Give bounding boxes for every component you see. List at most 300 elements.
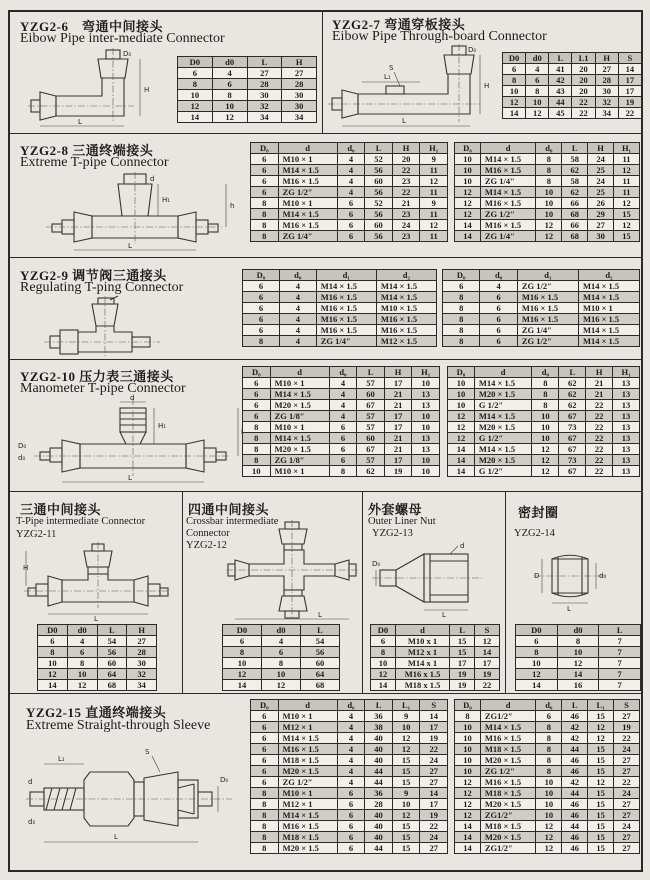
table-row (243, 336, 437, 347)
table-cell: 4 (337, 154, 365, 165)
table-cell: 11 (420, 187, 448, 198)
table-cell: 52 (365, 198, 393, 209)
column-header: d (480, 700, 536, 711)
table-cell: 12 (557, 658, 599, 669)
column-header: H (384, 367, 412, 378)
table-cell: 15 (588, 843, 614, 854)
table-cell: M14 × 1.5 (376, 281, 436, 292)
table-cell: 13 (412, 433, 440, 444)
yzg2-6-title-cn: YZG2-6 弯通中间接头 (20, 19, 164, 34)
table-cell: 15 (392, 821, 420, 832)
table-cell: 20 (572, 75, 595, 86)
table-cell: 8 (371, 647, 396, 658)
table-cell: 21 (384, 389, 412, 400)
column-header: L (562, 143, 588, 154)
table-cell: 12 (392, 744, 420, 755)
table-cell: M18 x 1.5 (395, 680, 449, 691)
table-row (371, 636, 500, 647)
table-row (448, 400, 640, 411)
yzg2-13-title-cn: 外套螺母 (368, 502, 423, 517)
table-cell: 17 (618, 86, 641, 97)
table-cell: 10 (455, 165, 481, 176)
table-cell: 15 (392, 777, 420, 788)
table-cell: 15 (450, 647, 475, 658)
table-cell: 22 (392, 187, 420, 198)
yzg2-12-table (222, 624, 340, 691)
column-header: L (562, 700, 588, 711)
table-cell: 60 (357, 389, 385, 400)
table-row (243, 400, 440, 411)
table-cell: 12 (588, 733, 614, 744)
yzg2-15-title-cn: YZG2-15 直通终端接头 (26, 705, 167, 720)
table-cell: 4 (279, 281, 316, 292)
table-cell: 8 (243, 444, 271, 455)
table-cell: 15 (588, 799, 614, 810)
table-cell: 6 (329, 433, 357, 444)
table-cell: 19 (420, 733, 448, 744)
table-cell: M14 × 1.5 (316, 281, 376, 292)
table-cell: 8 (67, 658, 97, 669)
table-cell: M18 × 1.5 (278, 832, 337, 843)
table-cell: 22 (614, 777, 640, 788)
table-cell: M14 × 1.5 (578, 281, 639, 292)
table-cell: 10 (536, 187, 562, 198)
table-cell: M16 × 1.5 (480, 777, 536, 788)
table-cell: 4 (279, 292, 316, 303)
table-cell: 19 (614, 722, 640, 733)
table-cell: 12 (588, 777, 614, 788)
table-cell: 11 (614, 176, 640, 187)
table-cell: 46 (562, 843, 588, 854)
table-row (251, 799, 448, 810)
table-cell: 6 (243, 389, 271, 400)
dim-label-s: S (389, 64, 394, 72)
table-cell: 4 (329, 389, 357, 400)
table-row (455, 722, 640, 733)
header-row (448, 367, 640, 378)
column-header: L (599, 625, 641, 636)
column-header: L1 (572, 53, 595, 64)
section-yzg2-9 (10, 258, 641, 360)
column-header: L (549, 53, 572, 64)
table-cell: 8 (212, 90, 247, 101)
table-cell: M10 × 1 (278, 711, 337, 722)
table-cell: 10 (536, 810, 562, 821)
table-cell: 4 (337, 777, 365, 788)
table-cell: 56 (365, 165, 393, 176)
dim-label-l: L (128, 474, 132, 482)
table-cell: 6 (251, 777, 279, 788)
column-header: L (365, 143, 393, 154)
column-header: d0 (212, 57, 247, 68)
table-row (455, 220, 640, 231)
table-cell: M10 × 1 (278, 788, 337, 799)
table-cell: 12 (392, 733, 420, 744)
table-row (38, 669, 157, 680)
table-cell: M14 × 1.5 (578, 292, 639, 303)
table-cell: M14 × 1.5 (278, 165, 337, 176)
table-cell: 42 (562, 722, 588, 733)
table-cell: 40 (365, 744, 393, 755)
table-cell: 14 (455, 821, 481, 832)
section-divider (505, 492, 506, 693)
table-cell: 13 (412, 444, 440, 455)
table-cell: 8 (526, 86, 549, 97)
table-cell: 6 (337, 810, 365, 821)
table-cell: 36 (365, 711, 393, 722)
table-cell: 64 (97, 669, 127, 680)
table-cell: 6 (337, 209, 365, 220)
column-header: d₀ (329, 367, 357, 378)
table-cell: 6 (251, 154, 279, 165)
column-header: L₁ (392, 700, 420, 711)
column-header: d (278, 700, 337, 711)
table-cell: 12 (475, 636, 500, 647)
table-cell: 10 (557, 647, 599, 658)
table-cell: 67 (357, 444, 385, 455)
table-cell: 10 (412, 455, 440, 466)
yzg2-9-title-cn: YZG2-9 调节阀三通接头 (20, 268, 167, 283)
table-cell: 22 (586, 400, 613, 411)
table-cell: 21 (392, 198, 420, 209)
table-row (243, 433, 440, 444)
dim-label-d0-small: d₀ (18, 454, 26, 462)
table-row (243, 444, 440, 455)
table-cell: 4 (337, 187, 365, 198)
table-row (455, 154, 640, 165)
table-cell: 8 (223, 647, 262, 658)
column-header: L (559, 367, 586, 378)
yzg2-13-table (370, 624, 500, 691)
table-cell: 32 (127, 669, 157, 680)
table-cell: 4 (262, 636, 301, 647)
table-cell: 24 (614, 744, 640, 755)
yzg2-7-table-grid (502, 52, 642, 119)
table-cell: 57 (357, 411, 385, 422)
yzg2-14-code: YZG2-14 (514, 528, 555, 539)
table-cell: 28 (282, 79, 317, 90)
table-cell: 6 (536, 711, 562, 722)
table-cell: 8 (532, 389, 559, 400)
table-cell: 22 (475, 680, 500, 691)
dim-label-l1: L₁ (58, 755, 65, 763)
table-cell: 27 (420, 766, 448, 777)
table-row (243, 455, 440, 466)
table-cell: 27 (595, 64, 618, 75)
table-cell: 21 (384, 433, 412, 444)
table-cell: 14 (448, 466, 475, 477)
table-cell: 6 (251, 711, 279, 722)
column-header: H (392, 143, 420, 154)
column-header: d (395, 625, 449, 636)
table-cell: 62 (357, 466, 385, 477)
table-cell: 11 (420, 165, 448, 176)
table-row (371, 669, 500, 680)
table-cell: 54 (97, 636, 127, 647)
table-cell: 6 (337, 231, 365, 242)
column-header: H₁ (613, 367, 640, 378)
table-cell: 6 (480, 292, 517, 303)
table-cell: 11 (614, 187, 640, 198)
table-cell: 6 (480, 314, 517, 325)
table-cell: 62 (559, 378, 586, 389)
column-header: d₀ (337, 700, 365, 711)
table-cell: 20 (572, 64, 595, 75)
table-row (503, 64, 642, 75)
table-cell: 44 (562, 821, 588, 832)
column-header: D₀ (251, 143, 279, 154)
yzg2-12-title-cn: 四通中间接头 (188, 502, 270, 517)
section-yzg2-15 (10, 694, 641, 870)
column-header: D₀ (243, 367, 271, 378)
table-cell: 6 (443, 281, 480, 292)
table-row (455, 198, 640, 209)
table-cell: M20 × 1.5 (270, 400, 329, 411)
table-cell: 12 (448, 422, 475, 433)
yzg2-13-diagram (372, 540, 490, 618)
yzg2-11-code: YZG2-11 (16, 529, 57, 540)
table-cell: M14 × 1.5 (480, 187, 536, 198)
column-header: D₀ (443, 270, 480, 281)
table-row (223, 669, 340, 680)
table-cell: 6 (243, 292, 280, 303)
table-cell: 14 (448, 455, 475, 466)
column-header: D0 (371, 625, 396, 636)
column-header: d₀ (279, 270, 316, 281)
table-cell: M16 × 1.5 (316, 325, 376, 336)
column-header: L (357, 367, 385, 378)
yzg2-11-title-en: T-Pipe intermediate Connector (16, 516, 146, 527)
table-cell: 56 (365, 209, 393, 220)
table-cell: M14 × 1.5 (578, 325, 639, 336)
table-cell: 12 (371, 669, 396, 680)
column-header: L (97, 625, 127, 636)
table-cell: 14 (503, 108, 526, 119)
table-cell: 21 (586, 389, 613, 400)
table-cell: 6 (243, 303, 280, 314)
table-cell: 10 (448, 400, 475, 411)
column-header: d0 (67, 625, 97, 636)
table-cell: 21 (384, 444, 412, 455)
header-row (243, 367, 440, 378)
dim-label-l: L (128, 242, 132, 250)
table-row (448, 389, 640, 400)
dim-label-l: L (114, 833, 118, 841)
table-cell: 6 (262, 647, 301, 658)
table-row (371, 680, 500, 691)
table-cell: 4 (329, 411, 357, 422)
table-cell: M10 × 1 (578, 303, 639, 314)
table-cell: 14 (455, 843, 481, 854)
table-cell: 13 (613, 411, 640, 422)
table-cell: 34 (282, 112, 317, 123)
table-cell: M16 × 1.5 (517, 292, 578, 303)
table-cell: 12 (212, 112, 247, 123)
table-cell: 6 (526, 75, 549, 86)
dim-label-h: H (23, 564, 29, 572)
table-row (223, 680, 340, 691)
table-cell: 8 (251, 799, 279, 810)
table-cell: M10 x 1 (395, 636, 449, 647)
table-cell: 8 (443, 325, 480, 336)
yzg2-14-table-grid (515, 624, 641, 691)
table-row (251, 733, 448, 744)
table-row (455, 810, 640, 821)
table-row (243, 411, 440, 422)
table-row (251, 220, 448, 231)
table-cell: 4 (337, 744, 365, 755)
column-header: d (270, 367, 329, 378)
table-cell: 22 (572, 108, 595, 119)
table-row (448, 411, 640, 422)
table-cell: 8 (329, 466, 357, 477)
table-cell: 15 (614, 209, 640, 220)
table-cell: 40 (365, 810, 393, 821)
table-cell: 10 (455, 744, 481, 755)
column-header: d (474, 367, 532, 378)
table-cell: 10 (223, 658, 262, 669)
table-cell: 6 (223, 636, 262, 647)
table-cell: 25 (588, 165, 614, 176)
table-cell: 14 (557, 669, 599, 680)
table-cell: 11 (614, 154, 640, 165)
table-cell: 17 (384, 411, 412, 422)
table-row (371, 658, 500, 669)
table-cell: 20 (392, 154, 420, 165)
table-row (251, 821, 448, 832)
table-cell: 16 (557, 680, 599, 691)
dim-label-d0-cap: D₀ (220, 776, 229, 784)
table-cell: 12 (420, 220, 448, 231)
table-cell: 15 (588, 821, 614, 832)
table-cell: 15 (392, 755, 420, 766)
table-cell: M16 × 1.5 (517, 303, 578, 314)
table-cell: M16 × 1.5 (278, 821, 337, 832)
table-cell: 10 (412, 378, 440, 389)
table-cell: 46 (562, 755, 588, 766)
dim-label-h: H (144, 86, 150, 94)
table-cell: 6 (337, 799, 365, 810)
table-cell: 8 (516, 647, 558, 658)
yzg2-12-table-grid (222, 624, 340, 691)
table-row (448, 433, 640, 444)
table-cell: 30 (282, 101, 317, 112)
table-cell: 30 (247, 90, 282, 101)
table-cell: M16 × 1.5 (480, 220, 536, 231)
table-row (503, 86, 642, 97)
yzg2-9-title-en: Regulating T-ping Connector (20, 280, 184, 295)
table-cell: 12 (223, 669, 262, 680)
table-cell: 10 (455, 733, 481, 744)
table-cell: M12 × 1 (278, 722, 337, 733)
column-header: L₁ (588, 700, 614, 711)
table-cell: 6 (243, 281, 280, 292)
yzg2-7-diagram (328, 44, 496, 132)
table-cell: 13 (613, 422, 640, 433)
table-cell: 56 (365, 231, 393, 242)
table-row (243, 325, 437, 336)
table-cell: 13 (613, 433, 640, 444)
table-row (223, 647, 340, 658)
table-cell: 73 (559, 455, 586, 466)
table-cell: 9 (392, 788, 420, 799)
table-cell: 38 (365, 722, 393, 733)
table-row (251, 722, 448, 733)
table-cell: 60 (357, 433, 385, 444)
table-cell: 27 (614, 832, 640, 843)
table-cell: 12 (448, 411, 475, 422)
dim-label-l: L (318, 611, 322, 619)
table-cell: 10 (526, 97, 549, 108)
table-cell: 6 (516, 636, 558, 647)
table-cell: ZG 1/8″ (270, 411, 329, 422)
table-row (223, 636, 340, 647)
table-cell: 21 (384, 400, 412, 411)
table-cell: 12 (38, 669, 68, 680)
table-row (251, 209, 448, 220)
yzg2-13-code: YZG2-13 (372, 528, 413, 539)
column-header: L (365, 700, 393, 711)
column-header: d₂ (578, 270, 639, 281)
header-row (503, 53, 642, 64)
table-cell: 60 (97, 658, 127, 669)
table-cell: 12 (614, 165, 640, 176)
table-cell: 6 (480, 303, 517, 314)
table-cell: 8 (251, 832, 279, 843)
header-row (455, 700, 640, 711)
table-cell: ZG 1/8″ (270, 455, 329, 466)
table-cell: 62 (562, 187, 588, 198)
yzg2-10-title-cn: YZG2-10 压力表三通接头 (20, 369, 174, 384)
table-row (455, 733, 640, 744)
table-row (455, 165, 640, 176)
table-row (251, 744, 448, 755)
table-cell: 68 (97, 680, 127, 691)
table-cell: 12 (455, 777, 481, 788)
table-cell: 10 (532, 433, 559, 444)
table-row (455, 711, 640, 722)
table-cell: 15 (392, 843, 420, 854)
table-row (251, 165, 448, 176)
table-cell: 6 (243, 314, 280, 325)
table-cell: M16 × 1.5 (480, 733, 536, 744)
column-header: L (247, 57, 282, 68)
dim-label-d0-cap: D₀ (18, 442, 27, 450)
table-row (251, 832, 448, 843)
table-cell: 44 (365, 766, 393, 777)
table-row (243, 292, 437, 303)
table-cell: M20 × 1.5 (474, 389, 532, 400)
table-cell: M10 × 1.5 (376, 303, 436, 314)
table-cell: M14 × 1.5 (270, 389, 329, 400)
column-header: d₀ (480, 270, 517, 281)
table-cell: 19 (420, 810, 448, 821)
dim-label-l: L (442, 611, 446, 619)
yzg2-7-title-en: Eibow Pipe Through-board Connector (332, 29, 547, 44)
table-cell: 10 (412, 422, 440, 433)
table-cell: 27 (614, 799, 640, 810)
table-row (448, 466, 640, 477)
table-cell: 10 (536, 209, 562, 220)
yzg2-9-table-left (242, 269, 437, 347)
table-cell: G 1/2″ (474, 400, 532, 411)
column-header: d0 (262, 625, 301, 636)
table-row (243, 422, 440, 433)
column-header: H (586, 367, 613, 378)
table-cell: 12 (516, 669, 558, 680)
table-row (251, 755, 448, 766)
table-row (455, 821, 640, 832)
